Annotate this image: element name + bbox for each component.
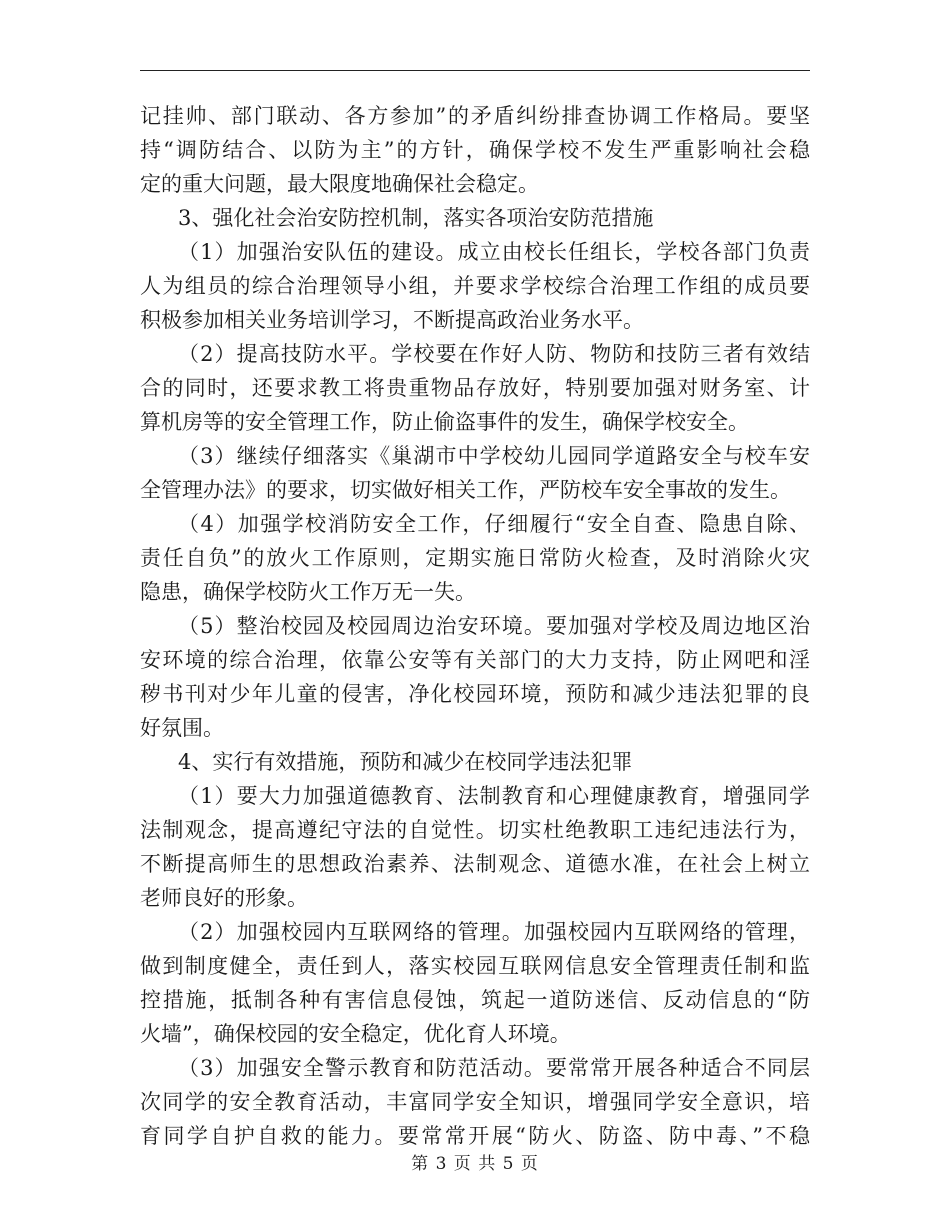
text-line: 4、实行有效措施，预防和减少在校同学违法犯罪 [178,750,633,774]
text-line: 隐患，确保学校防火工作万无一失。 [140,580,476,604]
text-line: （3）加强安全警示教育和防范活动。要常常开展各种适合不同层 [178,1056,810,1080]
text-line: 记挂帅、部门联动、各方参加”的矛盾纠纷排查协调工作格局。要坚 [140,104,810,128]
text-line: 法制观念，提高遵纪守法的自觉性。切实杜绝教职工违纪违法行为， [140,818,810,842]
text-line: 算机房等的安全管理工作，防止偷盗事件的发生，确保学校安全。 [140,410,749,434]
text-line: （3）继续仔细落实《巢湖市中学校幼儿园同学道路安全与校车安 [178,444,810,468]
text-line: 3、强化社会治安防控机制，落实各项治安防范措施 [178,206,654,230]
text-line: 火墙”，确保校园的安全稳定，优化育人环境。 [140,1022,571,1046]
text-line: 积极参加相关业务培训学习，不断提高政治业务水平。 [140,308,644,332]
text-line: （2）加强校园内互联网络的管理。加强校园内互联网络的管理， [178,920,810,944]
text-line: 全管理办法》的要求，切实做好相关工作，严防校车安全事故的发生。 [140,478,791,502]
text-line: （1）要大力加强道德教育、法制教育和心理健康教育，增强同学 [178,784,810,808]
text-line: 责任自负”的放火工作原则，定期实施日常防火检查，及时消除火灾 [140,546,810,570]
text-line: 好氛围。 [140,716,224,740]
text-line: 持“调防结合、以防为主”的方针，确保学校不发生严重影响社会稳 [140,138,810,162]
text-line: （5）整治校园及校园周边治安环境。要加强对学校及周边地区治 [178,614,810,638]
text-line: （4）加强学校消防安全工作，仔细履行“安全自查、隐患自除、 [178,512,810,536]
text-line: 定的重大问题，最大限度地确保社会稳定。 [140,172,539,196]
text-line: 不断提高师生的思想政治素养、法制观念、道德水准，在社会上树立 [140,852,810,876]
text-line: 合的同时，还要求教工将贵重物品存放好，特别要加强对财务室、计 [140,376,810,400]
text-line: 人为组员的综合治理领导小组，并要求学校综合治理工作组的成员要 [140,274,810,298]
text-line: 控措施，抵制各种有害信息侵蚀，筑起一道防迷信、反动信息的“防 [140,988,810,1012]
text-line: 安环境的综合治理，依靠公安等有关部门的大力支持，防止网吧和淫 [140,648,810,672]
text-line: 秽书刊对少年儿童的侵害，净化校园环境，预防和减少违法犯罪的良 [140,682,810,706]
text-line: 育同学自护自救的能力。要常常开展“防火、防盗、防中毒、”不稳 [140,1124,810,1148]
document-body [140,99,810,1153]
text-line: （1）加强治安队伍的建设。成立由校长任组长，学校各部门负责 [178,240,810,264]
text-line: 做到制度健全，责任到人，落实校园互联网信息安全管理责任制和监 [140,954,810,978]
text-line: 次同学的安全教育活动，丰富同学安全知识，增强同学安全意识，培 [140,1090,810,1114]
text-line: （2）提高技防水平。学校要在作好人防、物防和技防三者有效结 [178,342,810,366]
header-rule [140,70,810,71]
page-footer: 第 3 页 共 5 页 [411,1154,539,1174]
text-line: 老师良好的形象。 [140,886,308,910]
